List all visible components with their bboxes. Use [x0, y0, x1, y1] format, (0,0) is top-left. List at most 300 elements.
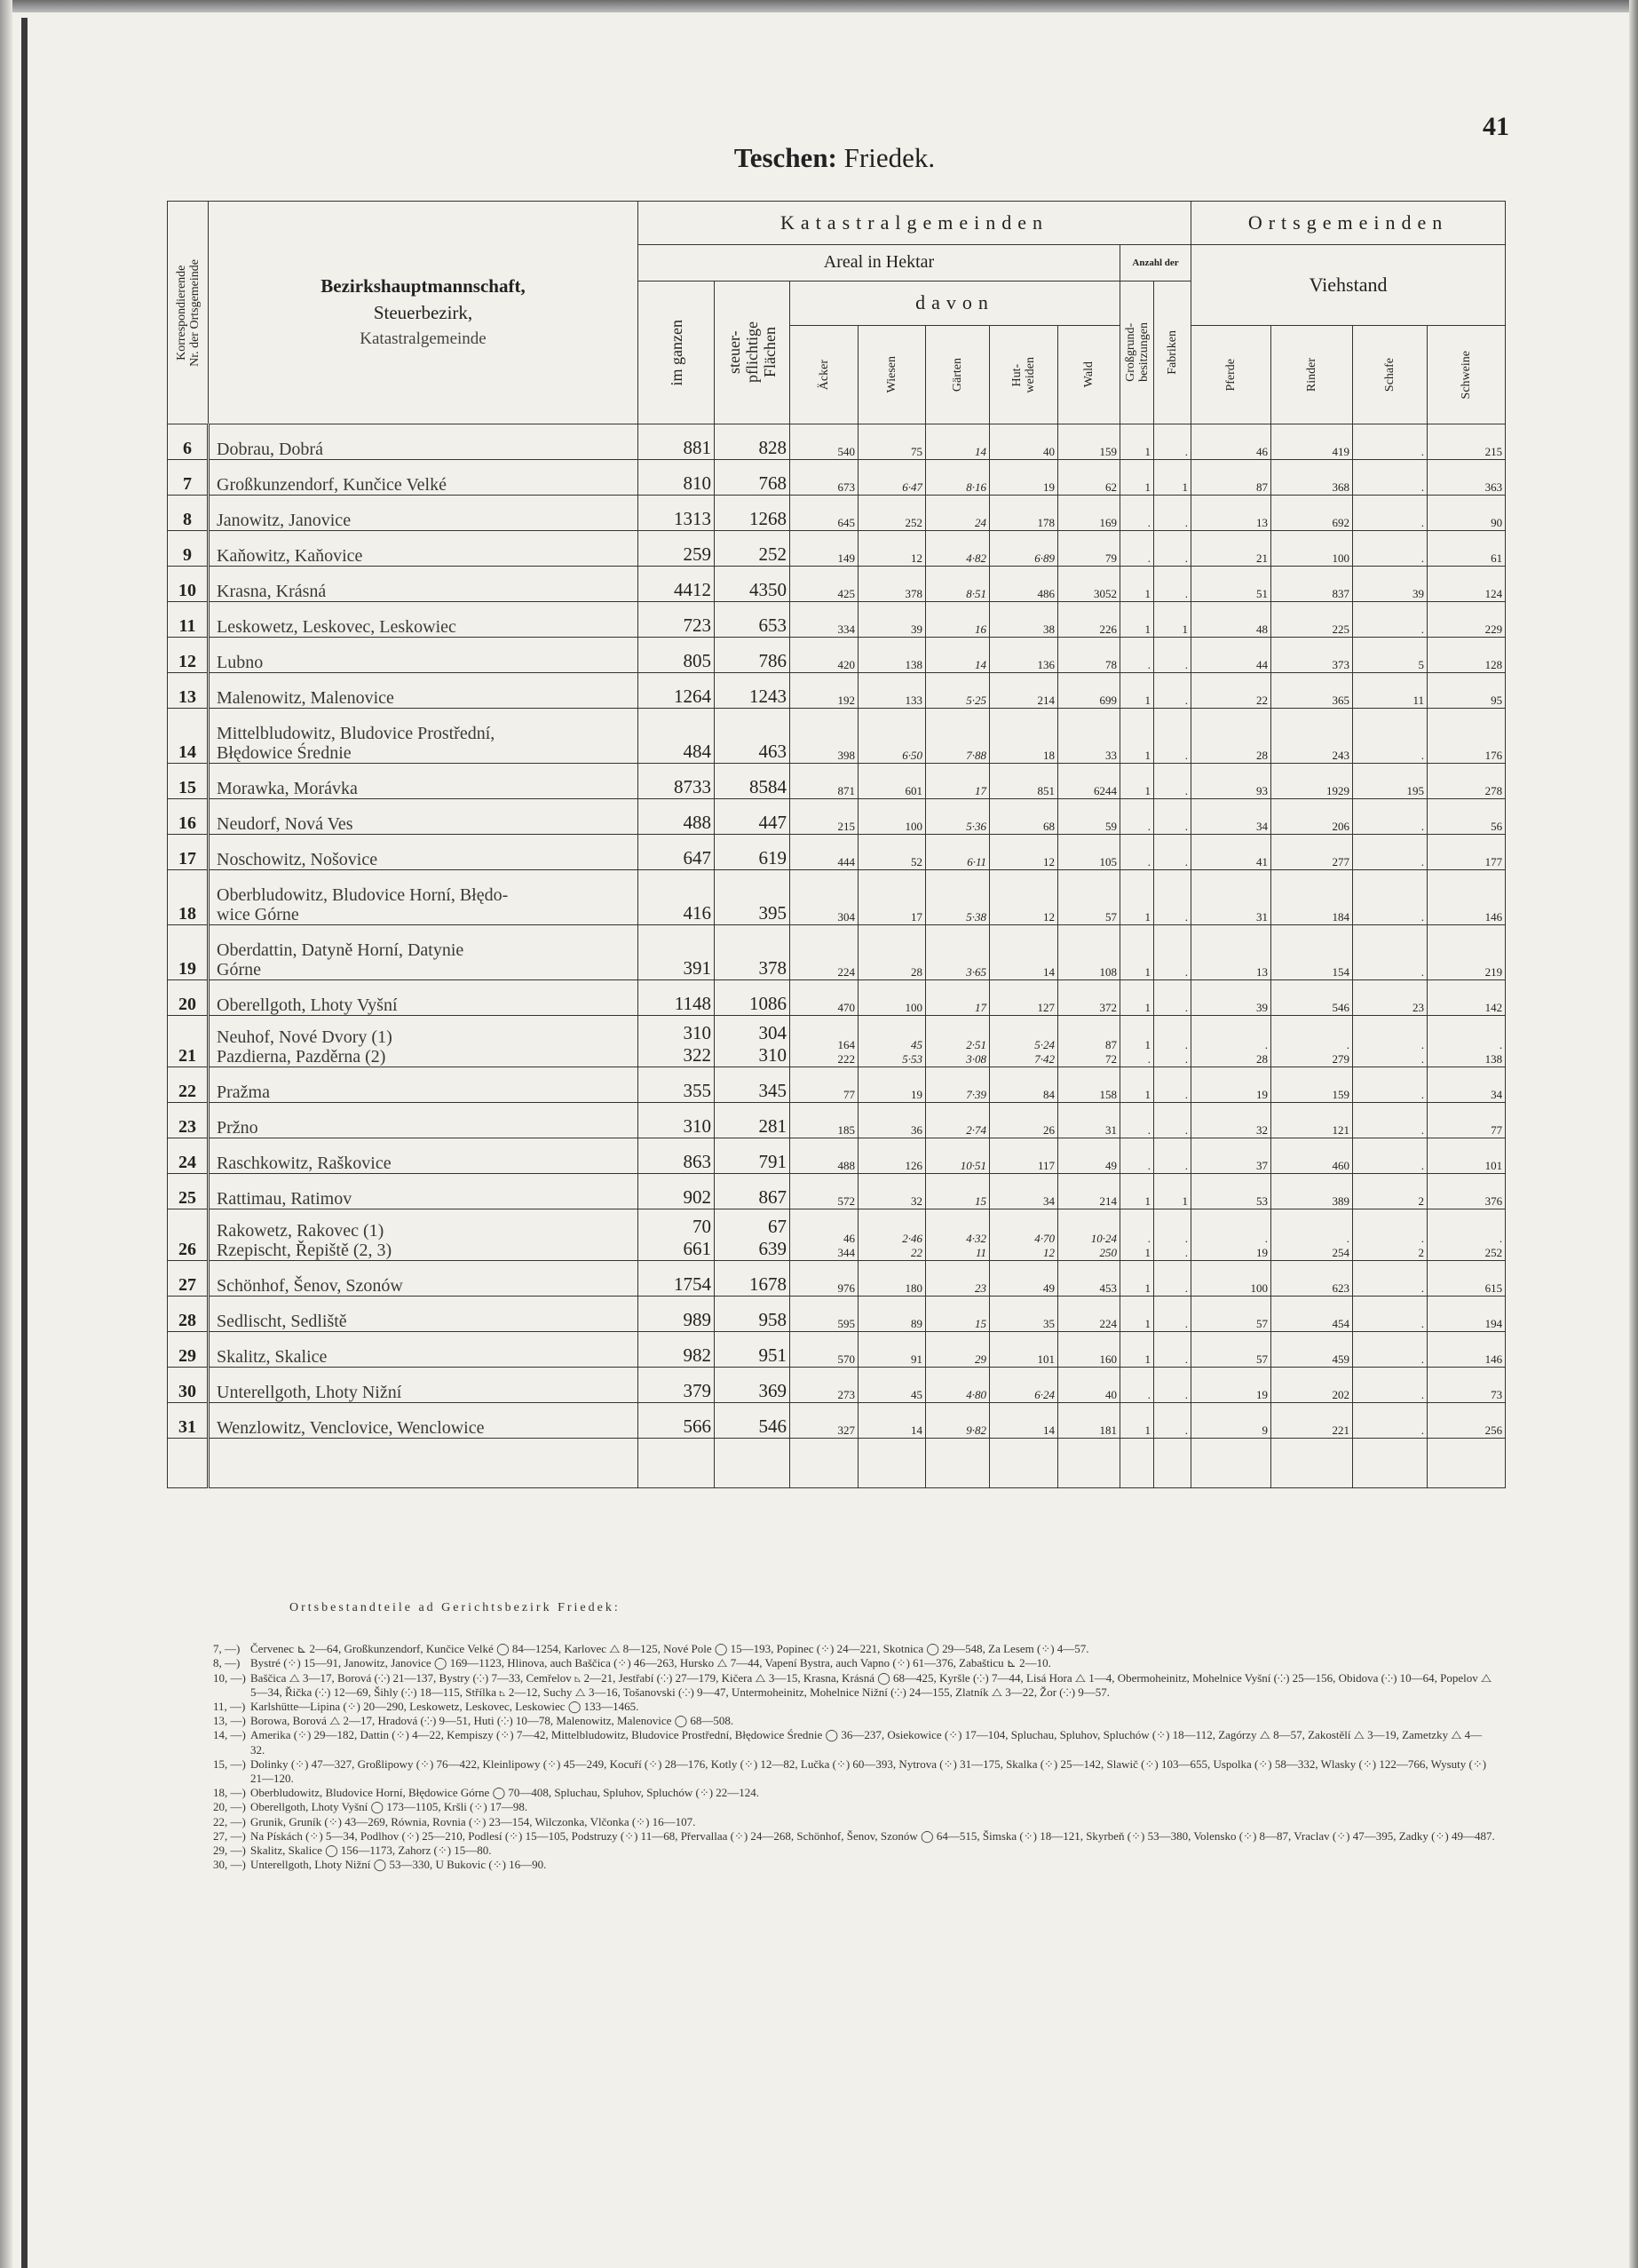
- table-row: [168, 460, 1506, 496]
- header-gross: [1120, 281, 1154, 424]
- cell-gross: .: [1120, 1103, 1154, 1138]
- cell-schafe: .: [1353, 1297, 1428, 1332]
- cell-wald: 49: [1058, 1138, 1120, 1174]
- table-row: [168, 799, 1506, 835]
- cell-name: Sedlischt, Sedliště: [209, 1297, 638, 1332]
- cell-steuer: 281: [715, 1103, 790, 1138]
- cell-acker: 645: [790, 496, 859, 531]
- cell-nr: 19: [168, 925, 209, 980]
- cell-pferde: 32: [1191, 1103, 1271, 1138]
- cell-nr: 15: [168, 764, 209, 799]
- footnote-key: 14, —): [213, 1728, 246, 1742]
- cell-nr: 20: [168, 980, 209, 1016]
- cell-pferde: 41: [1191, 835, 1271, 870]
- footnote-item: [213, 1728, 1496, 1757]
- cell-fab: . .: [1154, 1209, 1191, 1261]
- cell-rinder: 692: [1271, 496, 1353, 531]
- cell-rinder: . 279: [1271, 1016, 1353, 1067]
- cell-pferde: . 28: [1191, 1016, 1271, 1067]
- cell-gaerten: 14: [926, 638, 990, 673]
- filler-cell: [1428, 1439, 1506, 1488]
- cell-rinder: 1929: [1271, 764, 1353, 799]
- cell-acker: 334: [790, 602, 859, 638]
- footnote-text: Unterellgoth, Lhoty Nižní ◯ 53—330, U Bukovic (⁘) 16—90.: [250, 1858, 547, 1872]
- cell-ganzen: 70 661: [638, 1209, 715, 1261]
- cell-fab: .: [1154, 424, 1191, 460]
- cell-name: Malenowitz, Malenovice: [209, 673, 638, 709]
- table-row: [168, 602, 1506, 638]
- cell-hut: 68: [990, 799, 1058, 835]
- cell-wiesen: 180: [859, 1261, 926, 1297]
- filler-cell: [1353, 1439, 1428, 1488]
- footnote-text: Amerika (⁘) 29—182, Dattin (⁘) 4—22, Kempiszy (⁘) 7—42, Mittelbludowitz, Bludovice Prostřední, Błędowice Średnie ◯ 36—237, Osiekowice (⁘) 17—104, Spluchau, Spluhov, Spluchów (⁘) 18—112, Zagórzy ⧍ 8—57, Zakostělí ⧍ 3—19, Zametzky ⧍ 4—32.: [250, 1728, 1483, 1757]
- cell-wiesen: 89: [859, 1297, 926, 1332]
- cell-gaerten: 2·74: [926, 1103, 990, 1138]
- cell-gaerten: 15: [926, 1174, 990, 1209]
- cell-rinder: 221: [1271, 1403, 1353, 1439]
- cell-ganzen: 723: [638, 602, 715, 638]
- cell-wiesen: 28: [859, 925, 926, 980]
- header-name-line2: Steuerbezirk,: [373, 302, 473, 323]
- cell-pferde: 53: [1191, 1174, 1271, 1209]
- cell-pferde: 57: [1191, 1297, 1271, 1332]
- header-rinder-label: Rinder: [1305, 357, 1319, 393]
- cell-fab: .: [1154, 1261, 1191, 1297]
- cell-acker: 470: [790, 980, 859, 1016]
- cell-hut: 18: [990, 709, 1058, 764]
- cell-gaerten: 17: [926, 764, 990, 799]
- cell-schweine: 177: [1428, 835, 1506, 870]
- header-gaerten-label: Gärten: [951, 357, 964, 393]
- cell-gaerten: 14: [926, 424, 990, 460]
- table-row: [168, 1332, 1506, 1368]
- cell-wald: 59: [1058, 799, 1120, 835]
- cell-rinder: 460: [1271, 1138, 1353, 1174]
- cell-rinder: 365: [1271, 673, 1353, 709]
- cell-schweine: 194: [1428, 1297, 1506, 1332]
- cell-pferde: 48: [1191, 602, 1271, 638]
- table-row: [168, 531, 1506, 567]
- table-row: [168, 835, 1506, 870]
- footnote-item: [213, 1786, 1496, 1800]
- cell-wiesen: 100: [859, 799, 926, 835]
- footnote-text: Na Pískách (⁘) 5—34, Podlhov (⁘) 25—210, Podlesí (⁘) 15—105, Podstruzy (⁘) 11—68, Přervallaa (⁘) 24—268, Schönhof, Šenov, Szonów ◯ 64—515, Šimska (⁘) 18—121, Skyrbeň (⁘) 53—380, Volensko (⁘) 8—87, Vraclav (⁘) 47—395, Zadky (⁘) 49—487.: [250, 1828, 1495, 1843]
- footnote-text: Dolinky (⁘) 47—327, Großlipowy (⁘) 76—422, Kleinlipowy (⁘) 45—249, Kocuří (⁘) 28—176, Kotly (⁘) 12—82, Lučka (⁘) 60—393, Nytrova (⁘) 31—175, Skalka (⁘) 25—142, Slawič (⁘) 103—655, Uspolka (⁘) 58—332, Wlasky (⁘) 122—766, Wysuty (⁘) 21—120.: [250, 1757, 1487, 1786]
- cell-gross: 1: [1120, 980, 1154, 1016]
- cell-name: Morawka, Morávka: [209, 764, 638, 799]
- cell-pferde: 28: [1191, 709, 1271, 764]
- cell-acker: 871: [790, 764, 859, 799]
- cell-acker: 77: [790, 1067, 859, 1103]
- footnotes-list: [213, 1642, 1496, 1872]
- cell-hut: 5·24 7·42: [990, 1016, 1058, 1067]
- cell-gaerten: 2·51 3·08: [926, 1016, 990, 1067]
- cell-schweine: 124: [1428, 567, 1506, 602]
- cell-gaerten: 10·51: [926, 1138, 990, 1174]
- cell-name: Kaňowitz, Kaňovice: [209, 531, 638, 567]
- cell-ganzen: 259: [638, 531, 715, 567]
- footnote-text: Borowa, Borová ⧍ 2—17, Hradová (⁘) 9—51, Huti (⁘) 10—78, Malenowitz, Malenovice ◯ 68—508.: [250, 1714, 734, 1728]
- cell-ganzen: 647: [638, 835, 715, 870]
- cell-hut: 19: [990, 460, 1058, 496]
- cell-hut: 136: [990, 638, 1058, 673]
- cell-wald: 79: [1058, 531, 1120, 567]
- header-acker-label: Äcker: [817, 359, 831, 391]
- footnote-item: [213, 1656, 1496, 1670]
- cell-name: Rattimau, Ratimov: [209, 1174, 638, 1209]
- header-davon: davon: [790, 281, 1120, 326]
- cell-ganzen: 355: [638, 1067, 715, 1103]
- cell-schafe: .: [1353, 602, 1428, 638]
- cell-wiesen: 14: [859, 1403, 926, 1439]
- cell-steuer: 951: [715, 1332, 790, 1368]
- header-nr: [168, 202, 209, 424]
- footnote-key: 7, —): [213, 1642, 241, 1656]
- filler-cell: [638, 1439, 715, 1488]
- cell-wald: 372: [1058, 980, 1120, 1016]
- cell-wiesen: 75: [859, 424, 926, 460]
- cell-nr: 25: [168, 1174, 209, 1209]
- cell-wald: 6244: [1058, 764, 1120, 799]
- cell-schweine: 219: [1428, 925, 1506, 980]
- cell-wiesen: 19: [859, 1067, 926, 1103]
- cell-name: Neudorf, Nová Ves: [209, 799, 638, 835]
- cell-pferde: 51: [1191, 567, 1271, 602]
- cell-gross: .: [1120, 1368, 1154, 1403]
- table-row: [168, 1261, 1506, 1297]
- table-row: [168, 1209, 1506, 1261]
- cell-ganzen: 982: [638, 1332, 715, 1368]
- statistics-table: [167, 201, 1506, 1488]
- header-katastral: Katastralgemeinden: [638, 202, 1191, 245]
- footnote-text: Bystré (⁘) 15—91, Janowitz, Janovice ◯ 169—1123, Hlinova, auch Baščica (⁘) 46—263, Hursko ⧍ 7—44, Vapení Bystra, auch Vapno (⁘) 61—376, Zabašticu ⊾ 2—10.: [250, 1656, 1051, 1670]
- cell-pferde: 57: [1191, 1332, 1271, 1368]
- cell-wiesen: 601: [859, 764, 926, 799]
- cell-hut: 851: [990, 764, 1058, 799]
- cell-schweine: 34: [1428, 1067, 1506, 1103]
- cell-schweine: 215: [1428, 424, 1506, 460]
- header-schafe: [1353, 326, 1428, 424]
- footnote-text: Baščica ⧍ 3—17, Borová (⁘) 21—137, Bystry (⁘) 7—33, Cemřelov ⊾ 2—21, Jestřabí (⁘) 27—179, Kičera ⧍ 3—15, Krasna, Krásná ◯ 68—425, Kyršle (⁘) 7—44, Lisá Hora ⧍ 1—4, Obermoheinitz, Mohelnice Vyšní (⁘) 25—156, Obidova (⁘) 10—64, Popelov ⧍ 5—34, Řička (⁘) 12—69, Šihly (⁘) 18—115, Střílka ⊾ 2—12, Suchy ⧍ 3—16, Tošanovski (⁘) 9—47, Untermoheinitz, Mohelnice Nižní (⁘) 24—155, Zlatník ⧍ 3—22, Žor (⁘) 9—57.: [250, 1670, 1492, 1699]
- filler-cell: [1191, 1439, 1271, 1488]
- cell-schafe: .: [1353, 424, 1428, 460]
- cell-wald: 699: [1058, 673, 1120, 709]
- cell-wiesen: 17: [859, 870, 926, 925]
- cell-schafe: .: [1353, 1261, 1428, 1297]
- cell-nr: 18: [168, 870, 209, 925]
- cell-ganzen: 989: [638, 1297, 715, 1332]
- cell-wald: 226: [1058, 602, 1120, 638]
- cell-wald: 159: [1058, 424, 1120, 460]
- header-schweine-label: Schweine: [1460, 350, 1474, 400]
- cell-nr: 16: [168, 799, 209, 835]
- header-hutweiden-label: Hut- weiden: [1010, 356, 1037, 393]
- cell-gaerten: 7·39: [926, 1067, 990, 1103]
- cell-fab: .: [1154, 1403, 1191, 1439]
- cell-gaerten: 29: [926, 1332, 990, 1368]
- footnote-item: [213, 1800, 1496, 1814]
- cell-acker: 215: [790, 799, 859, 835]
- cell-gross: .: [1120, 531, 1154, 567]
- cell-steuer: 252: [715, 531, 790, 567]
- filler-cell: [859, 1439, 926, 1488]
- cell-name: Raschkowitz, Raškovice: [209, 1138, 638, 1174]
- cell-schweine: 146: [1428, 1332, 1506, 1368]
- cell-wald: 453: [1058, 1261, 1120, 1297]
- cell-fab: .: [1154, 1297, 1191, 1332]
- cell-ganzen: 488: [638, 799, 715, 835]
- table-row: [168, 1067, 1506, 1103]
- cell-rinder: 100: [1271, 531, 1353, 567]
- cell-schweine: 278: [1428, 764, 1506, 799]
- header-nr-label: Korrespondierende Nr. der Ortsgemeinde: [174, 258, 202, 367]
- cell-fab: .: [1154, 1067, 1191, 1103]
- filler-cell: [1058, 1439, 1120, 1488]
- header-steuer: [715, 281, 790, 424]
- header-name-line1: Bezirkshauptmannschaft,: [320, 275, 526, 297]
- cell-gross: 1: [1120, 1261, 1154, 1297]
- cell-steuer: 791: [715, 1138, 790, 1174]
- cell-schafe: .: [1353, 1332, 1428, 1368]
- cell-acker: 149: [790, 531, 859, 567]
- cell-gross: 1 .: [1120, 1016, 1154, 1067]
- table-row: [168, 1403, 1506, 1439]
- cell-schafe: 5: [1353, 638, 1428, 673]
- cell-rinder: 121: [1271, 1103, 1353, 1138]
- cell-pferde: 19: [1191, 1067, 1271, 1103]
- cell-wald: 214: [1058, 1174, 1120, 1209]
- header-wiesen: [859, 326, 926, 424]
- cell-pferde: 37: [1191, 1138, 1271, 1174]
- cell-nr: 30: [168, 1368, 209, 1403]
- cell-gaerten: 16: [926, 602, 990, 638]
- cell-acker: 673: [790, 460, 859, 496]
- cell-ganzen: 810: [638, 460, 715, 496]
- header-hutweiden: [990, 326, 1058, 424]
- cell-schweine: . 138: [1428, 1016, 1506, 1067]
- cell-rinder: 225: [1271, 602, 1353, 638]
- cell-schafe: 195: [1353, 764, 1428, 799]
- cell-gross: .: [1120, 496, 1154, 531]
- footnote-item: [213, 1858, 1496, 1872]
- cell-ganzen: 1264: [638, 673, 715, 709]
- cell-schafe: .: [1353, 1138, 1428, 1174]
- cell-acker: 185: [790, 1103, 859, 1138]
- cell-pferde: 19: [1191, 1368, 1271, 1403]
- cell-gaerten: 3·65: [926, 925, 990, 980]
- filler-cell: [990, 1439, 1058, 1488]
- cell-acker: 164 222: [790, 1016, 859, 1067]
- cell-fab: .: [1154, 925, 1191, 980]
- cell-steuer: 958: [715, 1297, 790, 1332]
- cell-gross: 1: [1120, 1403, 1154, 1439]
- footnote-item: [213, 1700, 1496, 1714]
- cell-pferde: 22: [1191, 673, 1271, 709]
- header-wiesen-label: Wiesen: [885, 356, 898, 393]
- cell-wald: 181: [1058, 1403, 1120, 1439]
- cell-gross: 1: [1120, 870, 1154, 925]
- cell-gaerten: 24: [926, 496, 990, 531]
- filler-cell: [790, 1439, 859, 1488]
- cell-nr: 24: [168, 1138, 209, 1174]
- cell-nr: 22: [168, 1067, 209, 1103]
- cell-hut: 486: [990, 567, 1058, 602]
- table-row: [168, 638, 1506, 673]
- cell-nr: 23: [168, 1103, 209, 1138]
- cell-pferde: 31: [1191, 870, 1271, 925]
- table-row: [168, 1368, 1506, 1403]
- cell-wald: 169: [1058, 496, 1120, 531]
- footnote-key: 18, —): [213, 1786, 246, 1800]
- cell-schweine: . 252: [1428, 1209, 1506, 1261]
- cell-gaerten: 6·11: [926, 835, 990, 870]
- footnote-key: 29, —): [213, 1844, 246, 1858]
- cell-schafe: .: [1353, 1103, 1428, 1138]
- cell-fab: .: [1154, 980, 1191, 1016]
- cell-name: Wenzlowitz, Venclovice, Wenclowice: [209, 1403, 638, 1439]
- cell-wald: 78: [1058, 638, 1120, 673]
- cell-name: Mittelbludowitz, Bludovice Prostřední, Błędowice Średnie: [209, 709, 638, 764]
- filler-cell: [1120, 1439, 1154, 1488]
- cell-schafe: .: [1353, 1368, 1428, 1403]
- cell-ganzen: 416: [638, 870, 715, 925]
- cell-hut: 26: [990, 1103, 1058, 1138]
- cell-name: Pražma: [209, 1067, 638, 1103]
- cell-wald: 158: [1058, 1067, 1120, 1103]
- cell-steuer: 786: [715, 638, 790, 673]
- footnote-item: [213, 1757, 1496, 1786]
- cell-fab: .: [1154, 835, 1191, 870]
- cell-schweine: 363: [1428, 460, 1506, 496]
- header-viehstand: Viehstand: [1191, 245, 1506, 326]
- cell-schweine: 73: [1428, 1368, 1506, 1403]
- cell-steuer: 1243: [715, 673, 790, 709]
- cell-steuer: 546: [715, 1403, 790, 1439]
- cell-schafe: . 2: [1353, 1209, 1428, 1261]
- footnote-text: Oberbludowitz, Bludovice Horní, Błędowice Górne ◯ 70—408, Spluchau, Spluhov, Spluchów (⁘) 22—124.: [250, 1786, 760, 1800]
- page-title: [675, 142, 994, 174]
- cell-hut: 35: [990, 1297, 1058, 1332]
- cell-gross: 1: [1120, 424, 1154, 460]
- cell-hut: 12: [990, 835, 1058, 870]
- cell-pferde: 9: [1191, 1403, 1271, 1439]
- filler-cell: [1154, 1439, 1191, 1488]
- cell-nr: 28: [168, 1297, 209, 1332]
- cell-acker: 398: [790, 709, 859, 764]
- header-rinder: [1271, 326, 1353, 424]
- cell-wald: 87 72: [1058, 1016, 1120, 1067]
- cell-hut: 14: [990, 1403, 1058, 1439]
- cell-schafe: .: [1353, 531, 1428, 567]
- cell-fab: .: [1154, 1368, 1191, 1403]
- cell-steuer: 619: [715, 835, 790, 870]
- cell-nr: 21: [168, 1016, 209, 1067]
- table-row: [168, 1103, 1506, 1138]
- table-row: [168, 925, 1506, 980]
- table-row: [168, 567, 1506, 602]
- cell-rinder: 243: [1271, 709, 1353, 764]
- header-pferde-label: Pferde: [1224, 358, 1238, 392]
- cell-wiesen: 133: [859, 673, 926, 709]
- cell-schafe: 23: [1353, 980, 1428, 1016]
- cell-ganzen: 863: [638, 1138, 715, 1174]
- cell-schweine: 95: [1428, 673, 1506, 709]
- cell-steuer: 369: [715, 1368, 790, 1403]
- cell-hut: 127: [990, 980, 1058, 1016]
- cell-pferde: 44: [1191, 638, 1271, 673]
- table-body: [168, 424, 1506, 1488]
- footnote-key: 15, —): [213, 1757, 246, 1771]
- cell-wiesen: 91: [859, 1332, 926, 1368]
- cell-pferde: 87: [1191, 460, 1271, 496]
- cell-name: Oberellgoth, Lhoty Vyšní: [209, 980, 638, 1016]
- cell-steuer: 653: [715, 602, 790, 638]
- scan-top-edge: [0, 0, 1638, 12]
- cell-name: Skalitz, Skalice: [209, 1332, 638, 1368]
- cell-rinder: 459: [1271, 1332, 1353, 1368]
- cell-schafe: . .: [1353, 1016, 1428, 1067]
- cell-fab: .: [1154, 1138, 1191, 1174]
- cell-schafe: .: [1353, 870, 1428, 925]
- header-fabriken-label: Fabriken: [1166, 329, 1180, 375]
- cell-rinder: 154: [1271, 925, 1353, 980]
- cell-wald: 40: [1058, 1368, 1120, 1403]
- page-title-bold: Teschen:: [733, 142, 837, 173]
- table-row: [168, 673, 1506, 709]
- table-row: [168, 1297, 1506, 1332]
- cell-schweine: 176: [1428, 709, 1506, 764]
- cell-gross: 1: [1120, 1297, 1154, 1332]
- cell-wald: 10·24 250: [1058, 1209, 1120, 1261]
- cell-gross: 1: [1120, 709, 1154, 764]
- cell-wiesen: 2·46 22: [859, 1209, 926, 1261]
- cell-wiesen: 6·47: [859, 460, 926, 496]
- cell-name: Krasna, Krásná: [209, 567, 638, 602]
- cell-fab: .: [1154, 638, 1191, 673]
- table-row: [168, 870, 1506, 925]
- cell-schweine: 615: [1428, 1261, 1506, 1297]
- cell-nr: 14: [168, 709, 209, 764]
- cell-gaerten: 8·16: [926, 460, 990, 496]
- cell-fab: .: [1154, 673, 1191, 709]
- cell-gaerten: 4·32 11: [926, 1209, 990, 1261]
- cell-fab: .: [1154, 799, 1191, 835]
- cell-steuer: 345: [715, 1067, 790, 1103]
- cell-steuer: 1678: [715, 1261, 790, 1297]
- cell-acker: 304: [790, 870, 859, 925]
- cell-name: Oberbludowitz, Bludovice Horní, Błędo- wice Górne: [209, 870, 638, 925]
- cell-steuer: 378: [715, 925, 790, 980]
- cell-ganzen: 4412: [638, 567, 715, 602]
- cell-ganzen: 805: [638, 638, 715, 673]
- cell-hut: 214: [990, 673, 1058, 709]
- footnote-key: 27, —): [213, 1828, 246, 1843]
- cell-name: Oberdattin, Datyně Horní, Datynie Górne: [209, 925, 638, 980]
- cell-acker: 273: [790, 1368, 859, 1403]
- footnote-text: Grunik, Gruník (⁘) 43—269, Równia, Rovnia (⁘) 23—154, Wilczonka, Vlčonka (⁘) 16—107.: [250, 1814, 696, 1828]
- cell-wald: 62: [1058, 460, 1120, 496]
- cell-gaerten: 5·36: [926, 799, 990, 835]
- footnote-item: [213, 1815, 1496, 1829]
- footnotes: [213, 1601, 1496, 1872]
- page-number: 41: [1483, 112, 1509, 141]
- table-row: [168, 1174, 1506, 1209]
- cell-name: Rakowetz, Rakovec (1) Rzepischt, Řepiště (2, 3): [209, 1209, 638, 1261]
- cell-ganzen: 379: [638, 1368, 715, 1403]
- table-row: [168, 980, 1506, 1016]
- cell-wiesen: 45: [859, 1368, 926, 1403]
- header-schafe-label: Schafe: [1383, 357, 1397, 393]
